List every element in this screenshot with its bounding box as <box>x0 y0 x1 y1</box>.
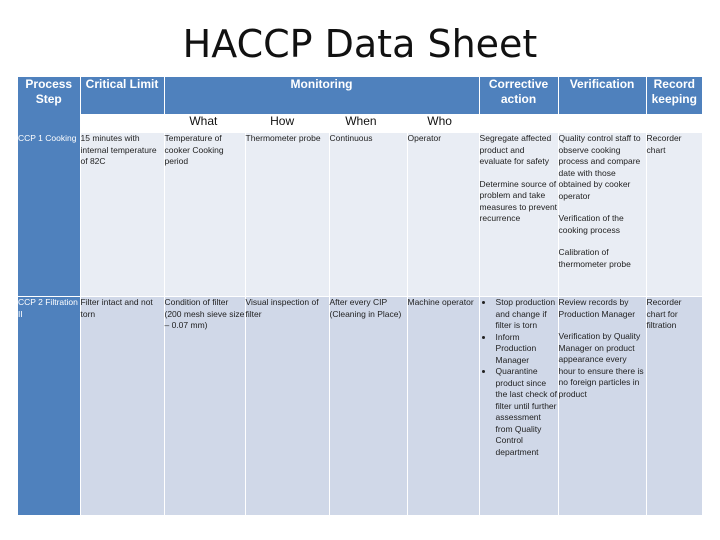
corrective-paragraph: Segregate affected product and evaluate for safety <box>479 133 552 166</box>
cell-what: Temperature of cooker Cooking period <box>164 133 245 297</box>
cell-process-step: CCP 2 Filtration II <box>18 297 80 516</box>
subheader-how: How <box>270 114 295 128</box>
cell-how: Thermometer probe <box>245 133 329 297</box>
cell-who: Operator <box>407 133 479 297</box>
header-record-keeping: Record keeping <box>646 77 702 114</box>
cell-critical-limit: Filter intact and not torn <box>80 297 164 516</box>
verification-paragraph: Calibration of thermometer probe <box>558 247 631 269</box>
cell-who: Machine operator <box>407 297 479 516</box>
table-row <box>18 297 702 516</box>
subheader-spacer <box>18 114 80 133</box>
subheader-when: When <box>345 114 377 128</box>
subheader-who: Who <box>427 114 452 128</box>
corrective-bullet-list <box>480 297 558 458</box>
verification-paragraph: Review records by Production Manager <box>558 297 636 319</box>
cell-verification <box>558 133 646 297</box>
subheader-spacer <box>80 114 164 133</box>
header-critical-limit: Critical Limit <box>80 77 164 114</box>
cell-record-keeping: Recorder chart for filtration <box>646 297 702 516</box>
corrective-paragraph: Determine source of problem and take measures to prevent recurrence <box>479 178 558 223</box>
cell-what: Condition of filter (200 mesh sieve size – 0.07 mm) <box>164 297 245 516</box>
cell-corrective-action <box>479 133 558 297</box>
header-row <box>18 77 702 114</box>
cell-when: Continuous <box>329 133 407 297</box>
list-item: • Stop production and change if filter is torn <box>494 297 558 332</box>
cell-critical-limit: 15 minutes with internal temperature of 82C <box>80 133 164 297</box>
verification-paragraph: Verification of the cooking process <box>558 213 624 235</box>
table-row <box>18 133 702 297</box>
verification-paragraph: Quality control staff to observe cooking process and compare date with those obtained by cooker operator <box>558 133 641 201</box>
header-corrective-action: Corrective action <box>479 77 558 114</box>
list-item: • Inform Production Manager <box>494 332 558 367</box>
subheader-spacer <box>646 114 702 133</box>
verification-paragraph: Verification by Quality Manager on product appearance every hour to ensure there is no foreign particles in product <box>558 331 644 399</box>
header-verification: Verification <box>558 77 646 114</box>
page-title: HACCP Data Sheet <box>182 22 538 66</box>
subheader-spacer <box>479 114 558 133</box>
haccp-table <box>18 77 702 515</box>
subheader-what: What <box>189 114 218 128</box>
subheader-spacer <box>558 114 646 133</box>
cell-process-step: CCP 1 Cooking <box>18 133 80 297</box>
cell-verification <box>558 297 646 516</box>
header-monitoring: Monitoring <box>164 77 479 114</box>
monitoring-subheaders <box>164 114 479 133</box>
list-item: • Quarantine product since the last check of filter until further assessment from Quality Control department <box>494 366 558 458</box>
cell-when: After every CIP (Cleaning in Place) <box>329 297 407 516</box>
cell-how: Visual inspection of filter <box>245 297 329 516</box>
cell-record-keeping: Recorder chart <box>646 133 702 297</box>
monitoring-subheader-row <box>18 114 702 133</box>
cell-corrective-action <box>479 297 558 516</box>
header-process-step: Process Step <box>18 77 80 114</box>
